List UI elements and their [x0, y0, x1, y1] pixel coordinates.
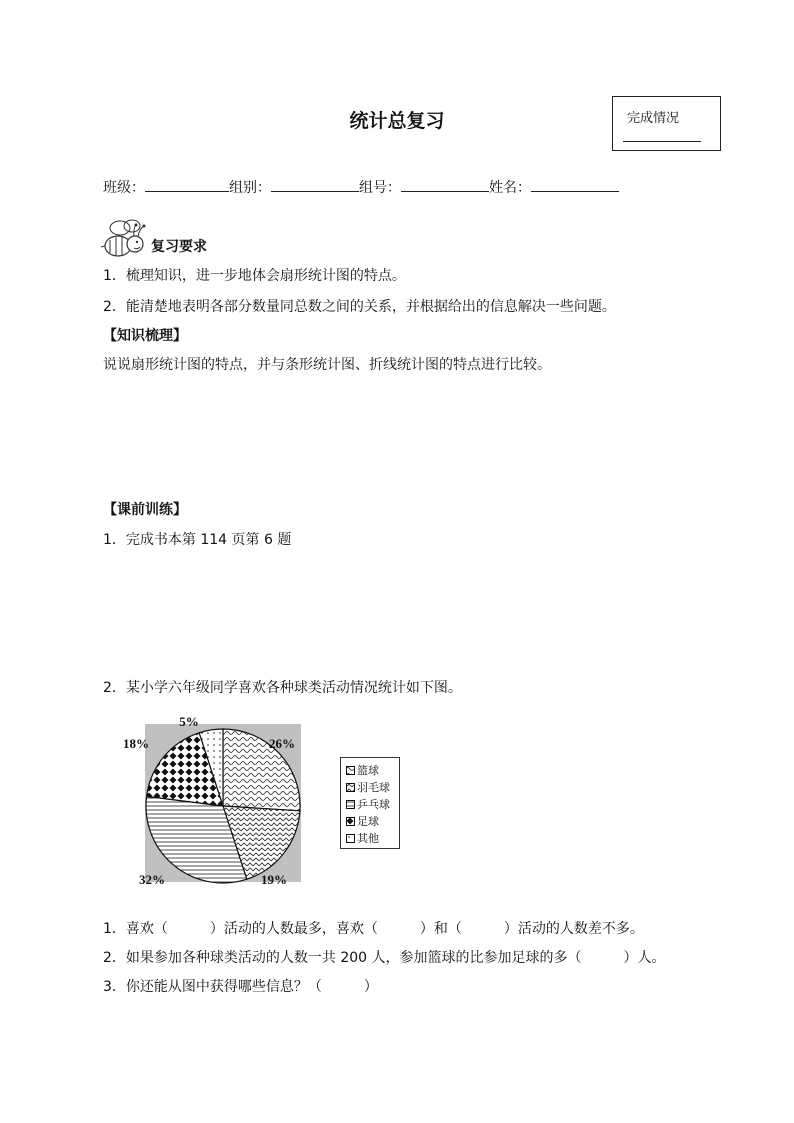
review-heading: 复习要求	[151, 239, 207, 255]
pie-chart	[123, 712, 305, 892]
group-field[interactable]	[271, 178, 359, 192]
pretraining-heading: 【课前训练】	[103, 502, 187, 518]
legend-item	[346, 779, 390, 795]
group-no-field[interactable]	[401, 178, 489, 192]
bee-icon	[100, 216, 150, 266]
knowledge-text: 说说扇形统计图的特点，并与条形统计图、折线统计图的特点进行比较。	[103, 357, 551, 373]
legend-label: 其他	[357, 832, 379, 845]
legend-swatch	[346, 817, 355, 826]
question-2: 2．如果参加各种球类活动的人数一共 200 人，参加篮球的比参加足球的多（ ）人。	[103, 950, 666, 966]
question-1: 1．喜欢（ ）活动的人数最多，喜欢（ ）和（ ）活动的人数差不多。	[103, 921, 644, 937]
review-item-1: 1．梳理知识，进一步地体会扇形统计图的特点。	[103, 268, 406, 284]
name-label: 姓名：	[489, 180, 531, 196]
legend-label: 乒乓球	[357, 798, 390, 811]
completion-status-box	[612, 96, 721, 151]
class-field[interactable]	[145, 178, 229, 192]
legend-label: 篮球	[357, 764, 379, 777]
group-label: 组别：	[229, 180, 271, 196]
legend-swatch	[346, 783, 355, 792]
class-label: 班级：	[103, 180, 145, 196]
legend-item	[346, 796, 390, 812]
legend-label: 足球	[357, 815, 379, 828]
legend-label: 羽毛球	[357, 781, 390, 794]
pie-data-label: 5%	[179, 714, 199, 729]
legend-item	[346, 813, 379, 829]
legend-swatch	[346, 766, 355, 775]
legend-swatch	[346, 834, 355, 843]
pie-data-label: 32%	[139, 872, 165, 887]
legend-item	[346, 830, 379, 846]
chart-legend	[340, 757, 400, 849]
question-3: 3．你还能从图中获得哪些信息？（ ）	[103, 979, 378, 995]
student-info-row	[103, 177, 619, 197]
pie-data-label: 26%	[269, 736, 295, 751]
pie-data-label: 19%	[261, 872, 287, 887]
review-item-2: 2．能清楚地表明各部分数量同总数之间的关系，并根据给出的信息解决一些问题。	[103, 299, 616, 315]
completion-status-label: 完成情况	[627, 111, 680, 126]
knowledge-heading: 【知识梳理】	[103, 328, 187, 344]
group-no-label: 组号：	[359, 180, 401, 196]
name-field[interactable]	[531, 178, 619, 192]
pie-chart-svg	[123, 712, 305, 888]
pie-data-label: 18%	[123, 736, 149, 751]
completion-status-field[interactable]	[623, 141, 701, 142]
pretraining-q2: 2．某小学六年级同学喜欢各种球类活动情况统计如下图。	[103, 680, 462, 696]
legend-item	[346, 762, 379, 778]
legend-swatch	[346, 800, 355, 809]
pretraining-q1: 1．完成书本第 114 页第 6 题	[103, 532, 292, 548]
page-title: 统计总复习	[349, 110, 445, 132]
